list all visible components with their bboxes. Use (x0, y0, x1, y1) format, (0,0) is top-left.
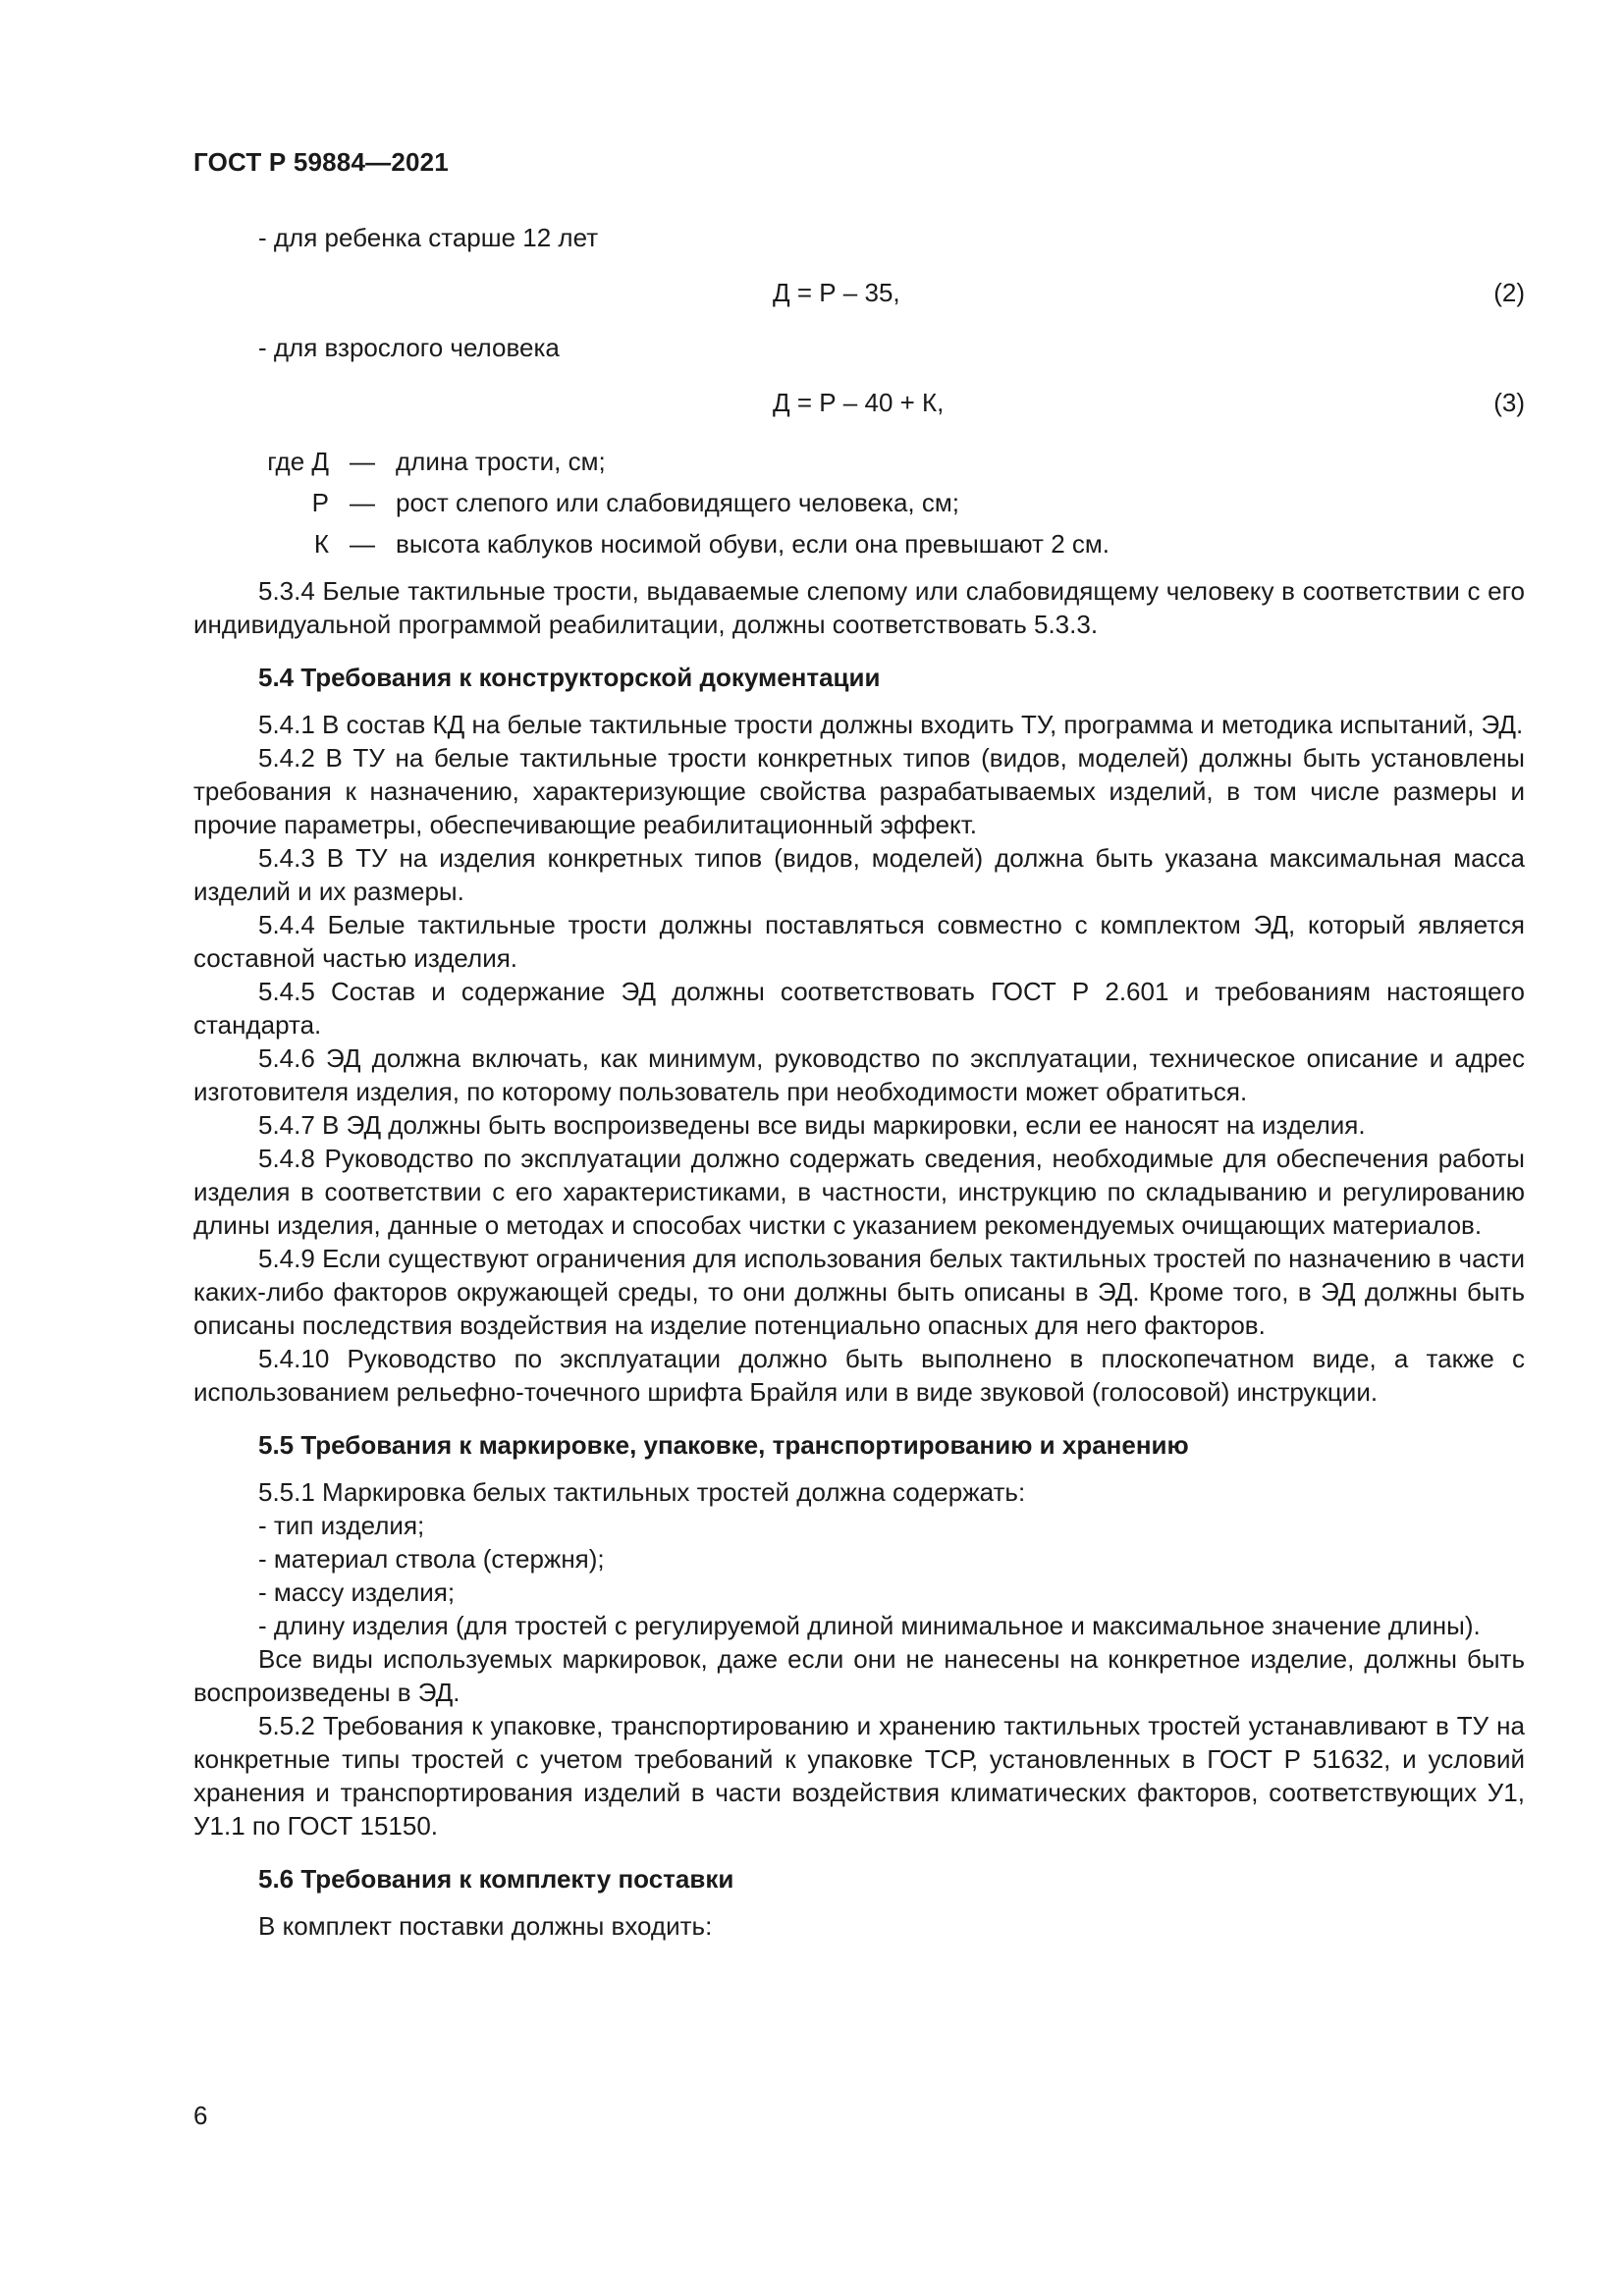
legend-symbol: К (313, 529, 329, 559)
section-title-5-5: 5.5 Требования к маркировке, упаковке, транспортированию и хранению (258, 1430, 1189, 1460)
formula-2-number: (2) (1493, 278, 1525, 307)
formula-3-expression: Д = Р – 40 + К, (773, 388, 945, 417)
legend-dash: — (350, 529, 375, 559)
paragraph-5-4-1: 5.4.1 В состав КД на белые тактильные трости должны входить ТУ, программа и методика испытаний, ЭД. (258, 710, 1524, 739)
paragraph-all-markings: Все виды используемых маркировок, даже если они не нанесены на конкретное изделие, должны быть воспроизведены в ЭД. (193, 1644, 1525, 1707)
legend-symbol: Р (311, 488, 329, 517)
document-header: ГОСТ Р 59884—2021 (193, 147, 449, 177)
case-child-over-12: - для ребенка старше 12 лет (258, 223, 599, 252)
paragraph-5-4-10: 5.4.10 Руководство по эксплуатации должно быть выполнено в плоскопечатном виде, а также с использованием рельефно-точечного шрифта Брайля или в виде звуковой (голосовой) инструкции. (193, 1344, 1525, 1407)
paragraph-5-4-4: 5.4.4 Белые тактильные трости должны поставляться совместно с комплектом ЭД, который является составной частью изделия. (193, 910, 1525, 973)
legend-dash: — (350, 488, 375, 517)
legend-definition: высота каблуков носимой обуви, если она превышают 2 см. (396, 529, 1110, 559)
legend-definition: длина трости, см; (396, 447, 606, 476)
formula-2 (193, 276, 1525, 309)
paragraph-5-3-4: 5.3.4 Белые тактильные трости, выдаваемые слепому или слабовидящему человеку в соответствии с его индивидуальной программой реабилитации, должны соответствовать 5.3.3. (193, 576, 1525, 639)
paragraph-5-6-intro: В комплект поставки должны входить: (258, 1911, 713, 1941)
paragraph-5-5-2: 5.5.2 Требования к упаковке, транспортированию и хранению тактильных тростей устанавливают в ТУ на конкретные типы тростей с учетом требований к упаковке ТСР, установленных в ГОСТ Р 51632, и условий хранения и транспортирования изделий в части воздействия климатических факторов, соответствующих У1, У1.1 по ГОСТ 15150. (193, 1711, 1525, 1841)
paragraph-5-4-9: 5.4.9 Если существуют ограничения для использования белых тактильных тростей по назначению в части каких-либо факторов окружающей среды, то они должны быть описаны в ЭД. Кроме того, в ЭД должны быть описаны последствия воздействия на изделие потенциально опасных для него факторов. (193, 1244, 1525, 1340)
document-body (193, 221, 1525, 1943)
legend-definition: рост слепого или слабовидящего человека, см; (396, 488, 959, 517)
formula-2-expression: Д = Р – 35, (773, 278, 900, 307)
paragraph-5-4-7: 5.4.7 В ЭД должны быть воспроизведены все виды маркировки, если ее наносят на изделия. (258, 1110, 1366, 1140)
formula-3-number: (3) (1493, 388, 1525, 417)
formula-3 (193, 386, 1525, 419)
section-title-5-6: 5.6 Требования к комплекту поставки (258, 1864, 734, 1894)
paragraph-5-4-6: 5.4.6 ЭД должна включать, как минимум, руководство по эксплуатации, техническое описание и адрес изготовителя изделия, по которому пользователь при необходимости может обратиться. (193, 1043, 1525, 1106)
page-number: 6 (193, 2101, 208, 2130)
paragraph-5-4-2: 5.4.2 В ТУ на белые тактильные трости конкретных типов (видов, моделей) должны быть установлены требования к назначению, характеризующие свойства разрабатываемых изделий, в том числе размеры и прочие параметры, обеспечивающие реабилитационный эффект. (193, 743, 1525, 839)
legend-dash: — (350, 447, 375, 476)
list-item: - тип изделия; (258, 1511, 425, 1540)
legend-symbol: где Д (267, 447, 329, 476)
case-adult: - для взрослого человека (258, 333, 560, 362)
section-title-5-4: 5.4 Требования к конструкторской документации (258, 663, 881, 692)
legend-row (193, 441, 1525, 482)
legend-row (193, 482, 1525, 523)
list-item: - массу изделия; (258, 1577, 456, 1607)
paragraph-5-4-8: 5.4.8 Руководство по эксплуатации должно содержать сведения, необходимые для обеспечения работы изделия в соответствии с его характеристиками, в частности, инструкцию по складыванию и регулированию длины изделия, данные о методах и способах чистки с указанием рекомендуемых очищающих материалов. (193, 1144, 1525, 1240)
formula-legend (193, 441, 1525, 564)
list-item: - длину изделия (для тростей с регулируемой длиной минимальное и максимальное значение длины). (258, 1611, 1481, 1640)
paragraph-5-4-5: 5.4.5 Состав и содержание ЭД должны соответствовать ГОСТ Р 2.601 и требованиям настоящего стандарта. (193, 977, 1525, 1040)
paragraph-5-5-1: 5.5.1 Маркировка белых тактильных тростей должна содержать: (258, 1477, 1026, 1507)
legend-row (193, 523, 1525, 564)
list-item: - материал ствола (стержня); (258, 1544, 605, 1574)
paragraph-5-4-3: 5.4.3 В ТУ на изделия конкретных типов (видов, моделей) должна быть указана максимальная масса изделий и их размеры. (193, 843, 1525, 906)
